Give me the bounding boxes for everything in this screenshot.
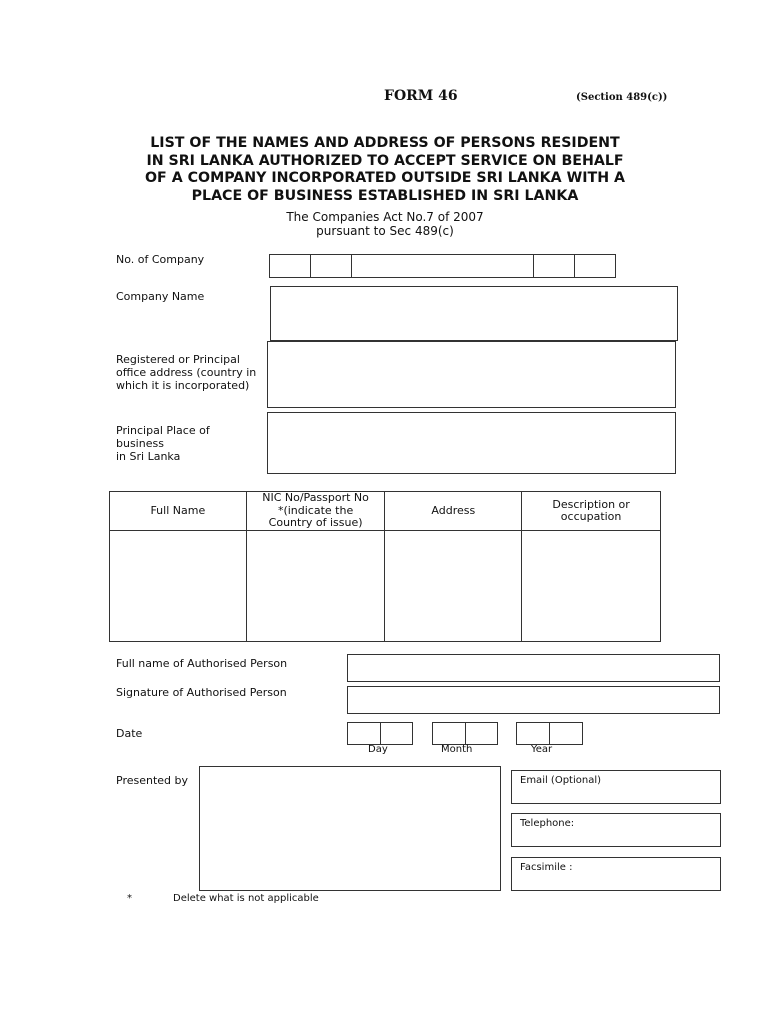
registered-office-field[interactable] bbox=[267, 341, 676, 408]
principal-place-label-line: Principal Place of bbox=[116, 424, 210, 437]
registered-office-label-line: office address (country in bbox=[116, 366, 257, 379]
registered-office-label-line: which it is incorporated) bbox=[116, 379, 250, 392]
presented-by-field[interactable] bbox=[199, 766, 501, 891]
footnote-marker: * bbox=[127, 893, 132, 904]
principal-place-label-line: in Sri Lanka bbox=[116, 450, 181, 463]
telephone-field[interactable] bbox=[511, 813, 721, 847]
subtitle-act: The Companies Act No.7 of 2007 bbox=[286, 210, 484, 224]
form-title-line: LIST OF THE NAMES AND ADDRESS OF PERSONS RESIDENT bbox=[150, 135, 620, 151]
company-name-field[interactable] bbox=[270, 286, 678, 341]
authorised-name-label: Full name of Authorised Person bbox=[116, 657, 288, 670]
principal-place-field[interactable] bbox=[267, 412, 676, 474]
header-description-line: occupation bbox=[560, 510, 622, 523]
form-title bbox=[100, 135, 670, 205]
date-year-caption: Year bbox=[531, 744, 553, 755]
field-divider bbox=[310, 255, 311, 277]
company-name-label: Company Name bbox=[116, 290, 205, 303]
authorised-signature-field[interactable] bbox=[347, 686, 720, 714]
date-label: Date bbox=[116, 727, 143, 740]
full-name-cell[interactable] bbox=[110, 531, 247, 642]
address-cell[interactable] bbox=[385, 531, 522, 642]
date-day-caption: Day bbox=[368, 744, 388, 755]
date-year-field[interactable] bbox=[516, 722, 583, 745]
field-divider bbox=[465, 723, 466, 744]
header-nic-passport bbox=[246, 492, 385, 531]
header-description-line: Description or bbox=[552, 497, 630, 511]
date-month-caption: Month bbox=[441, 744, 473, 755]
date-month-field[interactable] bbox=[432, 722, 498, 745]
header-nic-line: *(indicate the bbox=[277, 503, 354, 517]
form-title-line: PLACE OF BUSINESS ESTABLISHED IN SRI LANKA bbox=[191, 187, 579, 204]
header-full-name: Full Name bbox=[110, 492, 247, 531]
telephone-label: Telephone: bbox=[520, 818, 575, 829]
company-number-label: No. of Company bbox=[116, 253, 205, 266]
section-reference: (Section 489(c)) bbox=[576, 92, 668, 103]
principal-place-label-line: business bbox=[116, 437, 164, 450]
email-field[interactable] bbox=[511, 770, 721, 804]
date-day-field[interactable] bbox=[347, 722, 413, 745]
header-nic-line: Country of issue) bbox=[268, 516, 363, 530]
footnote-text: Delete what is not applicable bbox=[173, 893, 319, 904]
nic-passport-cell[interactable] bbox=[246, 531, 385, 642]
registered-office-label bbox=[116, 353, 256, 392]
form-subtitle bbox=[235, 210, 535, 238]
field-divider bbox=[380, 723, 381, 744]
form-number: FORM 46 bbox=[384, 88, 458, 104]
presented-by-label: Presented by bbox=[116, 774, 189, 787]
field-divider bbox=[533, 255, 534, 277]
facsimile-field[interactable] bbox=[511, 857, 721, 891]
authorised-signature-label: Signature of Authorised Person bbox=[116, 686, 287, 699]
header-description bbox=[522, 492, 661, 531]
authorised-name-field[interactable] bbox=[347, 654, 720, 682]
subtitle-section: pursuant to Sec 489(c) bbox=[316, 224, 454, 238]
description-cell[interactable] bbox=[522, 531, 661, 642]
field-divider bbox=[574, 255, 575, 277]
form-title-line: OF A COMPANY INCORPORATED OUTSIDE SRI LANKA WITH A bbox=[145, 170, 625, 186]
header-address: Address bbox=[385, 492, 522, 531]
email-label: Email (Optional) bbox=[520, 775, 602, 786]
facsimile-label: Facsimile : bbox=[520, 862, 573, 873]
company-number-field[interactable] bbox=[269, 254, 616, 278]
registered-office-label-line: Registered or Principal bbox=[116, 353, 240, 366]
principal-place-label bbox=[116, 424, 210, 463]
header-nic-line: NIC No/Passport No bbox=[262, 491, 369, 505]
field-divider bbox=[351, 255, 352, 277]
field-divider bbox=[549, 723, 550, 744]
form-title-line: IN SRI LANKA AUTHORIZED TO ACCEPT SERVICE ON BEHALF bbox=[146, 152, 624, 169]
persons-table bbox=[109, 491, 661, 642]
